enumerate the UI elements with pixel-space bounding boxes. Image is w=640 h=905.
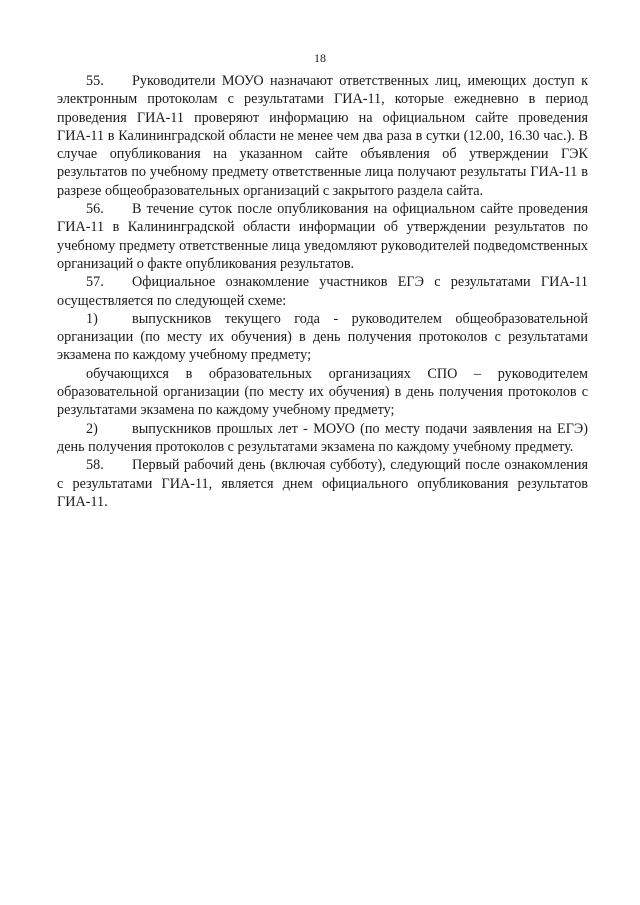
paragraph-text: Официальное ознакомление участников ЕГЭ с результатами ГИА-11 осуществляется по следующей схеме:	[57, 274, 588, 309]
paragraph-56	[57, 200, 588, 273]
page-number: 18	[314, 51, 326, 65]
paragraph-number: 56.	[86, 201, 104, 218]
paragraph-text: Руководители МОУО назначают ответственных лиц, имеющих доступ к электронным протоколам с результатами ГИА-11, которые ежедневно в период проведения ГИА-11 проверяют информацию на официальном сайте проведения ГИА-11 в Калининградской области не менее чем два раза в сутки (12.00, 16.30 час.). В случае опубликования на указанном сайте объявления об утверждении ГЭК результатов по учебному предмету ответственные лица получают результаты ГИА-11 в разрезе общеобразовательных организаций с закрытого раздела сайта.	[57, 73, 588, 199]
list-item-2	[57, 420, 588, 457]
paragraph-55	[57, 72, 588, 200]
paragraph-number: 57.	[86, 274, 104, 291]
paragraph-58	[57, 456, 588, 511]
list-item-text: выпускников текущего года - руководителем общеобразовательной организации (по месту их обучения) в день получения протоколов с результатами экзамена по каждому учебному предмету;	[57, 310, 588, 364]
document-body	[57, 72, 588, 511]
list-marker: 1)	[86, 310, 98, 327]
paragraph-57	[57, 273, 588, 310]
paragraph-text: Первый рабочий день (включая субботу), следующий после ознакомления с результатами ГИА-11, является днем официального опубликования результатов ГИА-11.	[57, 457, 588, 510]
list-item-1	[57, 310, 588, 365]
paragraph-number: 55.	[86, 73, 104, 89]
list-item-text: выпускников прошлых лет - МОУО (по месту подачи заявления на ЕГЭ) день получения протоколов с результатами экзамена по каждому учебному предмету.	[57, 420, 588, 455]
paragraph-text: В течение суток после опубликования на официальном сайте проведения ГИА-11 в Калининградской области информации об утверждении результатов по учебному предмету ответственные лица уведомляют руководителей подведомственных организаций о факте опубликования результатов.	[57, 201, 588, 272]
paragraph-number: 58.	[86, 457, 104, 474]
list-item-text: обучающихся в образовательных организациях СПО – руководителем образовательной организации (по месту их обучения) в день получения протоколов с результатами экзамена по каждому учебному предмету;	[57, 365, 588, 419]
list-item-spo	[57, 365, 588, 420]
list-marker: 2)	[86, 420, 98, 437]
